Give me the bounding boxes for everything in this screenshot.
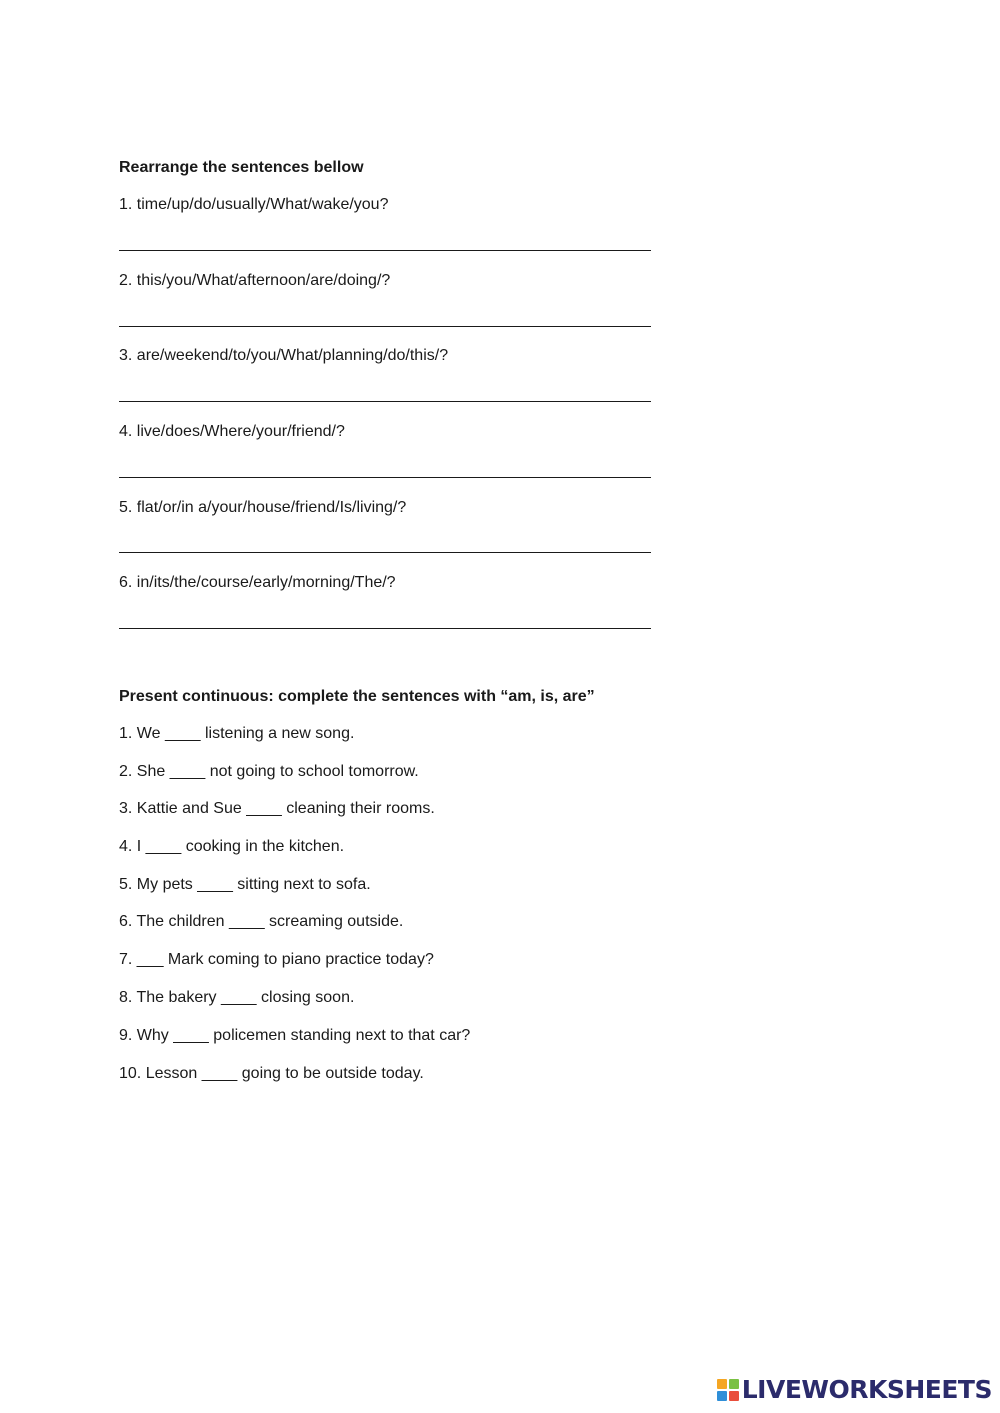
- fill-item-1: 1. We ____ listening a new song.: [119, 725, 355, 742]
- fill-item-3: 3. Kattie and Sue ____ cleaning their rooms.: [119, 800, 435, 817]
- fill-item-7: 7. ___ Mark coming to piano practice today?: [119, 951, 434, 968]
- rearrange-item-1: 1. time/up/do/usually/What/wake/you?: [119, 196, 389, 213]
- logo-mark-icon: [717, 1379, 739, 1401]
- answer-line-1[interactable]: [119, 250, 651, 251]
- answer-line-5[interactable]: [119, 552, 651, 553]
- rearrange-item-3: 3. are/weekend/to/you/What/planning/do/this/?: [119, 347, 449, 364]
- rearrange-item-5: 5. flat/or/in a/your/house/friend/Is/living/?: [119, 499, 407, 516]
- fill-item-6: 6. The children ____ screaming outside.: [119, 913, 404, 930]
- section1-heading: Rearrange the sentences bellow: [119, 159, 364, 176]
- rearrange-item-6: 6. in/its/the/course/early/morning/The/?: [119, 574, 396, 591]
- fill-item-2: 2. She ____ not going to school tomorrow.: [119, 763, 419, 780]
- rearrange-item-2: 2. this/you/What/afternoon/are/doing/?: [119, 272, 391, 289]
- answer-line-3[interactable]: [119, 401, 651, 402]
- section2-heading: Present continuous: complete the sentences with “am, is, are”: [119, 688, 595, 705]
- fill-item-10: 10. Lesson ____ going to be outside today.: [119, 1065, 424, 1082]
- fill-item-5: 5. My pets ____ sitting next to sofa.: [119, 876, 371, 893]
- answer-line-6[interactable]: [119, 628, 651, 629]
- rearrange-item-4: 4. live/does/Where/your/friend/?: [119, 423, 345, 440]
- fill-item-8: 8. The bakery ____ closing soon.: [119, 989, 355, 1006]
- answer-line-2[interactable]: [119, 326, 651, 327]
- answer-line-4[interactable]: [119, 477, 651, 478]
- logo-text: LIVEWORKSHEETS: [741, 1375, 992, 1404]
- liveworksheets-logo: [717, 1375, 992, 1405]
- fill-item-4: 4. I ____ cooking in the kitchen.: [119, 838, 345, 855]
- fill-item-9: 9. Why ____ policemen standing next to that car?: [119, 1027, 471, 1044]
